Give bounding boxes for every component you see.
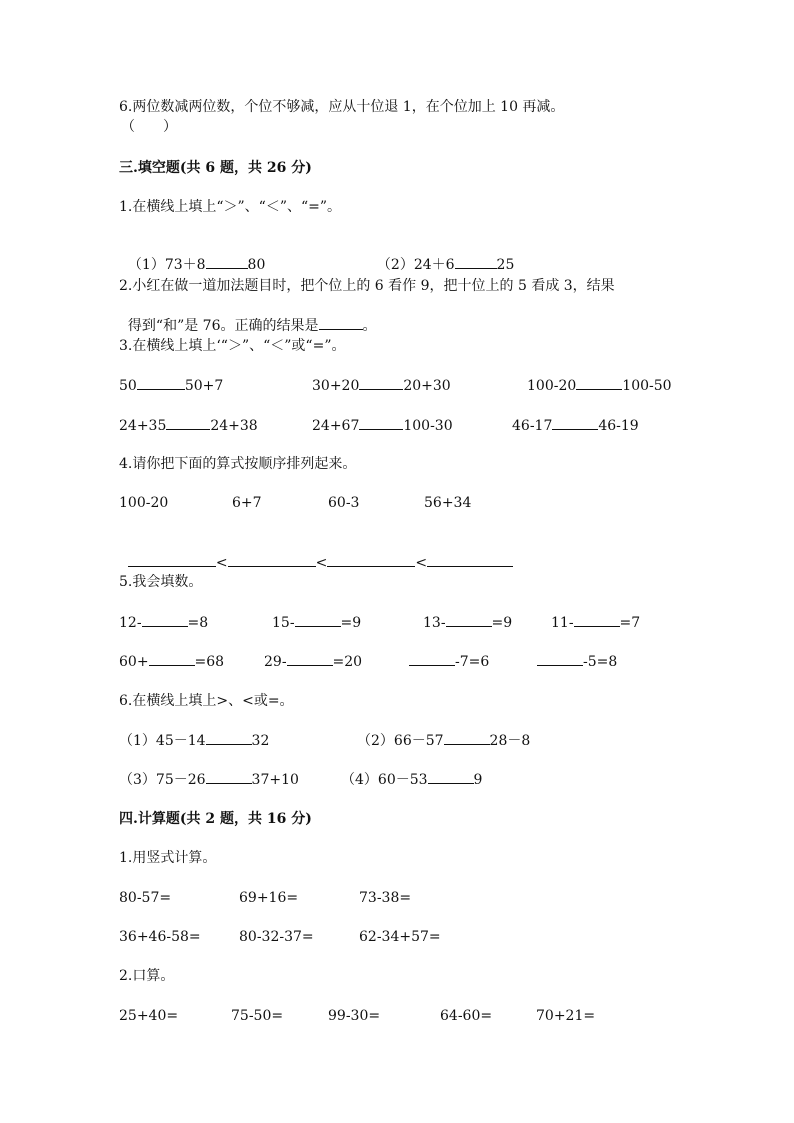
answer-blank[interactable] xyxy=(319,316,363,330)
s3-q5-r1c1: 12- =8 xyxy=(119,615,209,631)
s3-q2-line1: 2.小红在做一道加法题目时，把个位上的 6 看作 9，把十位上的 5 看成 3，结果 xyxy=(119,278,615,294)
answer-blank[interactable] xyxy=(552,416,598,430)
answer-blank[interactable] xyxy=(228,553,316,567)
s3-q1-item-1: （1）73＋8 80 xyxy=(127,257,266,273)
answer-blank[interactable] xyxy=(428,770,474,784)
s3-q3-r2c1: 24+35 24+38 xyxy=(119,418,258,434)
s3-q5-r1c2: 15- =9 xyxy=(272,615,362,631)
expr-2: 6+7 xyxy=(232,495,262,511)
answer-blank[interactable] xyxy=(142,613,188,627)
answer-blank[interactable] xyxy=(359,416,403,430)
s3-q5-title: 5.我会填数。 xyxy=(119,574,203,590)
answer-blank[interactable] xyxy=(537,652,583,666)
answer-blank[interactable] xyxy=(359,376,403,390)
s3-q5-r1c4: 11- =7 xyxy=(551,615,641,631)
s4-q1-title: 1.用竖式计算。 xyxy=(119,850,217,866)
s3-q4-title: 4.请你把下面的算式按顺序排列起来。 xyxy=(119,456,357,472)
s3-q3-r1c1: 50 50+7 xyxy=(119,378,224,394)
s3-q5-r1c3: 13- =9 xyxy=(423,615,513,631)
calc-expr: 80-57= xyxy=(119,890,172,906)
answer-blank[interactable] xyxy=(446,613,492,627)
answer-blank[interactable] xyxy=(427,553,513,567)
expr-3: 60-3 xyxy=(328,495,360,511)
s3-q5-r2c3: -7=6 xyxy=(409,652,489,671)
s3-q6-r1c1: （1）45－14 32 xyxy=(119,733,270,749)
s3-q3-r2c3: 46-17 46-19 xyxy=(512,418,639,434)
calc-expr: 80-32-37= xyxy=(239,929,314,945)
q6-answer-paren[interactable]: （ ） xyxy=(121,119,177,135)
s3-q6-r2c2: （4）60－53 9 xyxy=(341,772,483,788)
s3-q3-title: 3.在横线上填上‘“＞”、“＜”或“=”。 xyxy=(119,338,346,354)
answer-blank[interactable] xyxy=(287,652,333,666)
expr-1: 100-20 xyxy=(119,495,169,511)
s3-q5-r2c2: 29- =20 xyxy=(264,654,363,670)
calc-expr: 62-34+57= xyxy=(359,929,441,945)
s3-q2-line2: 得到“和”是 76。正确的结果是 。 xyxy=(127,318,377,334)
mental-calc-expr: 64-60= xyxy=(440,1008,493,1024)
answer-blank[interactable] xyxy=(295,613,341,627)
answer-blank[interactable] xyxy=(409,652,455,666)
expr-4: 56+34 xyxy=(424,495,472,511)
mental-calc-expr: 75-50= xyxy=(231,1008,284,1024)
s3-q6-r2c1: （3）75－26 37+10 xyxy=(119,772,299,788)
answer-blank[interactable] xyxy=(149,652,195,666)
s3-q3-r2c2: 24+67 100-30 xyxy=(312,418,453,434)
calc-expr: 69+16= xyxy=(239,890,299,906)
answer-blank[interactable] xyxy=(576,376,622,390)
s4-q2-title: 2.口算。 xyxy=(119,968,175,984)
s3-q5-r2c1: 60+ =68 xyxy=(119,654,225,670)
calc-expr: 36+46-58= xyxy=(119,929,201,945)
s3-q1-title: 1.在横线上填上“＞”、“＜”、“=”。 xyxy=(119,199,342,215)
answer-blank[interactable] xyxy=(206,731,252,745)
s3-q6-r1c2: （2）66－57 28－8 xyxy=(357,733,531,749)
mental-calc-expr: 70+21= xyxy=(536,1008,596,1024)
answer-blank[interactable] xyxy=(206,770,252,784)
s3-q1-item-2: （2）24＋6 25 xyxy=(376,257,515,273)
answer-blank[interactable] xyxy=(128,553,216,567)
s3-q3-r1c3: 100-20 100-50 xyxy=(527,378,672,394)
answer-blank[interactable] xyxy=(327,553,415,567)
answer-blank[interactable] xyxy=(455,255,497,269)
s3-q6-title: 6.在横线上填上>、<或=。 xyxy=(119,693,294,709)
answer-blank[interactable] xyxy=(444,731,490,745)
s3-q5-r2c4: -5=8 xyxy=(537,652,617,671)
mental-calc-expr: 99-30= xyxy=(328,1008,381,1024)
s3-q3-r1c2: 30+20 20+30 xyxy=(312,378,451,394)
answer-blank[interactable] xyxy=(166,416,210,430)
q6-statement: 6.两位数减两位数，个位不够减，应从十位退 1，在个位加上 10 再减。 xyxy=(119,99,565,115)
ordering-line: < < < xyxy=(119,535,513,572)
section-3-title: 三.填空题(共 6 题，共 26 分) xyxy=(119,160,312,176)
calc-expr: 73-38= xyxy=(359,890,412,906)
answer-blank[interactable] xyxy=(574,613,620,627)
answer-blank[interactable] xyxy=(137,376,185,390)
mental-calc-expr: 25+40= xyxy=(119,1008,179,1024)
section-4-title: 四.计算题(共 2 题，共 16 分) xyxy=(119,811,312,827)
answer-blank[interactable] xyxy=(206,255,248,269)
